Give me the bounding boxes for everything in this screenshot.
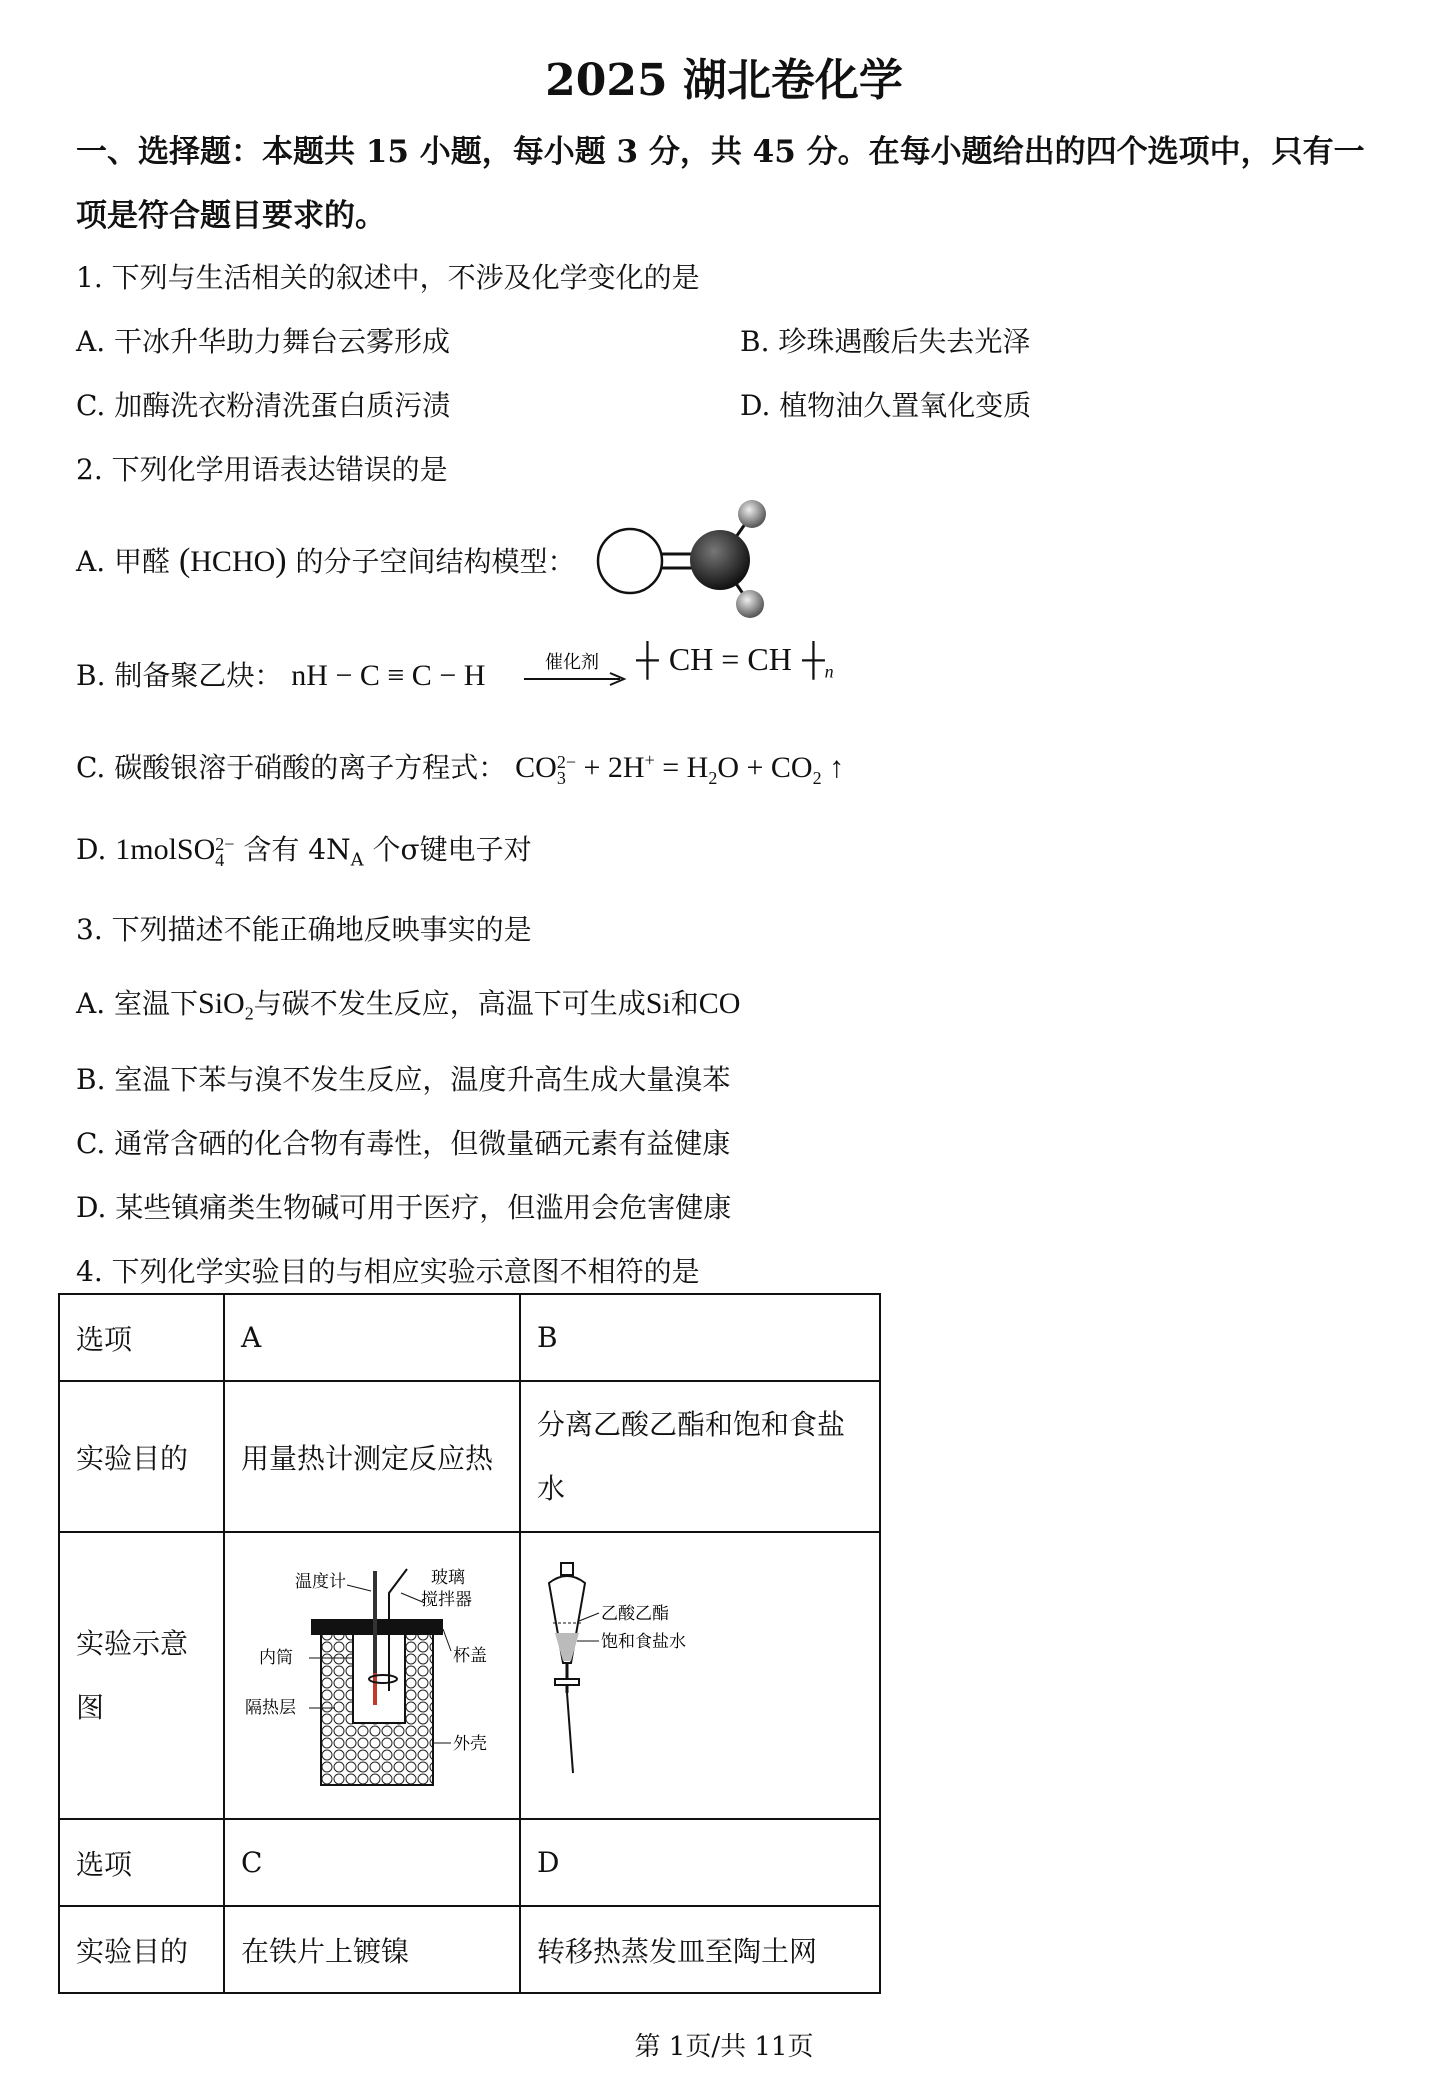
label-ethyl-acetate: 乙酸乙酯	[601, 1604, 669, 1624]
q3-a-sio-sub: 2	[244, 1003, 254, 1024]
q2-option-a-formula: HCHO	[190, 545, 276, 578]
q4-stem: 4. 下列化学实验目的与相应实验示意图不相符的是	[76, 1255, 700, 1288]
experiment-table	[58, 1293, 881, 1994]
eq-carbonate-sub: 3	[556, 768, 566, 789]
calorimeter-diagram	[225, 1533, 519, 1811]
q2-stem: 2. 下列化学用语表达错误的是	[76, 453, 448, 486]
eq-co: CO	[515, 751, 557, 784]
q2-option-d-tail: 个σ键电子对	[372, 833, 532, 866]
q1-option-c: C. 加酶洗衣粉清洗蛋白质污渍	[76, 389, 451, 422]
q2-option-b	[76, 654, 485, 694]
table-cell: 分离乙酸乙酯和饱和食盐水	[520, 1381, 880, 1532]
q2-option-c	[76, 746, 844, 789]
oxygen-atom	[598, 529, 662, 593]
catalyst-arrow	[520, 644, 630, 694]
eq-hplus: +	[644, 750, 655, 770]
q1-option-d: D. 植物油久置氧化变质	[740, 389, 1032, 422]
q2-option-d	[76, 828, 532, 871]
q3-a-and: 和	[670, 987, 699, 1020]
catalyst-label: 催化剂	[545, 652, 599, 673]
table-cell: 转移热蒸发皿至陶土网	[520, 1906, 880, 1993]
eq-carbonate-charge: 2−	[556, 752, 576, 773]
q3-a-si: Si	[645, 987, 671, 1020]
table-cell: A	[224, 1294, 520, 1381]
q1-stem: 1. 下列与生活相关的叙述中，不涉及化学变化的是	[76, 261, 700, 294]
q3-option-c: C. 通常含硒的化合物有毒性，但微量硒元素有益健康	[76, 1127, 731, 1160]
label-insulation: 隔热层	[245, 1698, 296, 1718]
label-inner-cup: 内筒	[259, 1648, 293, 1668]
table-cell: D	[520, 1819, 880, 1906]
label-lid: 杯盖	[453, 1646, 487, 1666]
label-brine: 饱和食盐水	[601, 1632, 686, 1652]
q2-option-d-label: D.	[76, 833, 107, 866]
q3-option-b: B. 室温下苯与溴不发生反应，温度升高生成大量溴苯	[76, 1063, 731, 1096]
q3-a-co: CO	[698, 987, 741, 1020]
sulfate-scripts	[215, 834, 235, 871]
q1-option-b: B. 珍珠遇酸后失去光泽	[740, 325, 1031, 358]
table-row	[59, 1532, 880, 1819]
label-thermometer: 温度计	[295, 1572, 346, 1592]
table-row	[59, 1819, 880, 1906]
table-row	[59, 1906, 880, 1993]
sulfate-mol: 1molSO	[115, 833, 216, 866]
page-title: 2025 湖北卷化学	[545, 55, 903, 106]
q2-option-d-sulfate	[115, 833, 235, 871]
q3-a-mid: 与碳不发生反应，高温下可生成	[253, 987, 646, 1020]
label-shell: 外壳	[453, 1734, 487, 1754]
table-row	[59, 1294, 880, 1381]
q3-stem: 3. 下列描述不能正确地反映事实的是	[76, 913, 532, 946]
table-cell: 实验目的	[59, 1906, 224, 1993]
q2-option-a-paren-open: (	[178, 542, 191, 579]
sulfate-charge: 2−	[215, 834, 235, 855]
table-cell: B	[520, 1294, 880, 1381]
sulfate-sub: 4	[215, 850, 225, 871]
carbon-atom	[690, 530, 750, 590]
separatory-funnel-diagram	[521, 1533, 879, 1811]
polymer-bond-right: ┼	[801, 641, 825, 677]
eq-water-sub: 2	[708, 768, 718, 788]
polyacetylene-product	[636, 640, 834, 682]
page-footer: 第 1页/共 11页	[634, 2032, 814, 2062]
table-cell: 在铁片上镀镍	[224, 1906, 520, 1993]
label-glass-stirrer: 玻璃搅拌器	[421, 1568, 472, 1610]
q3-option-a	[76, 982, 740, 1025]
q2-option-a-tail: 的分子空间结构模型：	[295, 545, 576, 578]
q2-option-c-equation	[515, 750, 845, 789]
eq-o-co: O + CO	[717, 751, 813, 784]
table-cell: 用量热计测定反应热	[224, 1381, 520, 1532]
q2-option-a	[76, 540, 576, 580]
table-row	[59, 1381, 880, 1532]
table-cell: 实验目的	[59, 1381, 224, 1532]
separatory-funnel-cell	[520, 1532, 880, 1819]
section-heading-line2: 项是符合题目要求的。	[76, 198, 386, 234]
q2-option-d-na-sub: A	[350, 849, 364, 871]
q3-option-d: D. 某些镇痛类生物碱可用于医疗，但滥用会危害健康	[76, 1191, 732, 1224]
polymer-n: n	[824, 661, 834, 682]
section-heading-line1: 一、选择题：本题共 15 小题，每小题 3 分，共 45 分。在每小题给出的四个选项中，只有一	[76, 134, 1365, 170]
q2-option-b-label: B. 制备聚乙炔：	[76, 659, 283, 692]
polymer-bond-left: ┼	[636, 641, 659, 677]
hydrogen-atom-1	[738, 500, 766, 528]
q1-option-a: A. 干冰升华助力舞台云雾形成	[76, 325, 451, 358]
eq-water-h: = H	[654, 751, 709, 784]
q2-option-a-label: A. 甲醛	[76, 545, 171, 578]
q3-a-sio: SiO	[198, 987, 245, 1020]
table-cell: C	[224, 1819, 520, 1906]
q2-option-b-reactant: nH − C ≡ C − H	[291, 659, 486, 692]
q3-a-pre: A. 室温下	[76, 987, 199, 1020]
polymer-repeat-unit: CH = CH	[668, 641, 792, 677]
hydrogen-atom-2	[736, 590, 764, 618]
eq-h: + 2H	[575, 751, 645, 784]
eq-co2-sub: 2	[812, 768, 822, 788]
table-cell: 选项	[59, 1819, 224, 1906]
q2-option-d-mid: 含有 4N	[243, 833, 351, 866]
q2-option-c-label: C. 碳酸银溶于硝酸的离子方程式：	[76, 751, 507, 784]
calorimeter-cell	[224, 1532, 520, 1819]
eq-gas-arrow: ↑	[821, 751, 845, 784]
eq-carbonate-scripts	[556, 752, 576, 789]
q2-option-a-paren-close: )	[275, 542, 287, 579]
table-cell: 选项	[59, 1294, 224, 1381]
table-cell: 实验示意图	[59, 1532, 224, 1819]
formaldehyde-ball-stick-model	[590, 496, 780, 626]
